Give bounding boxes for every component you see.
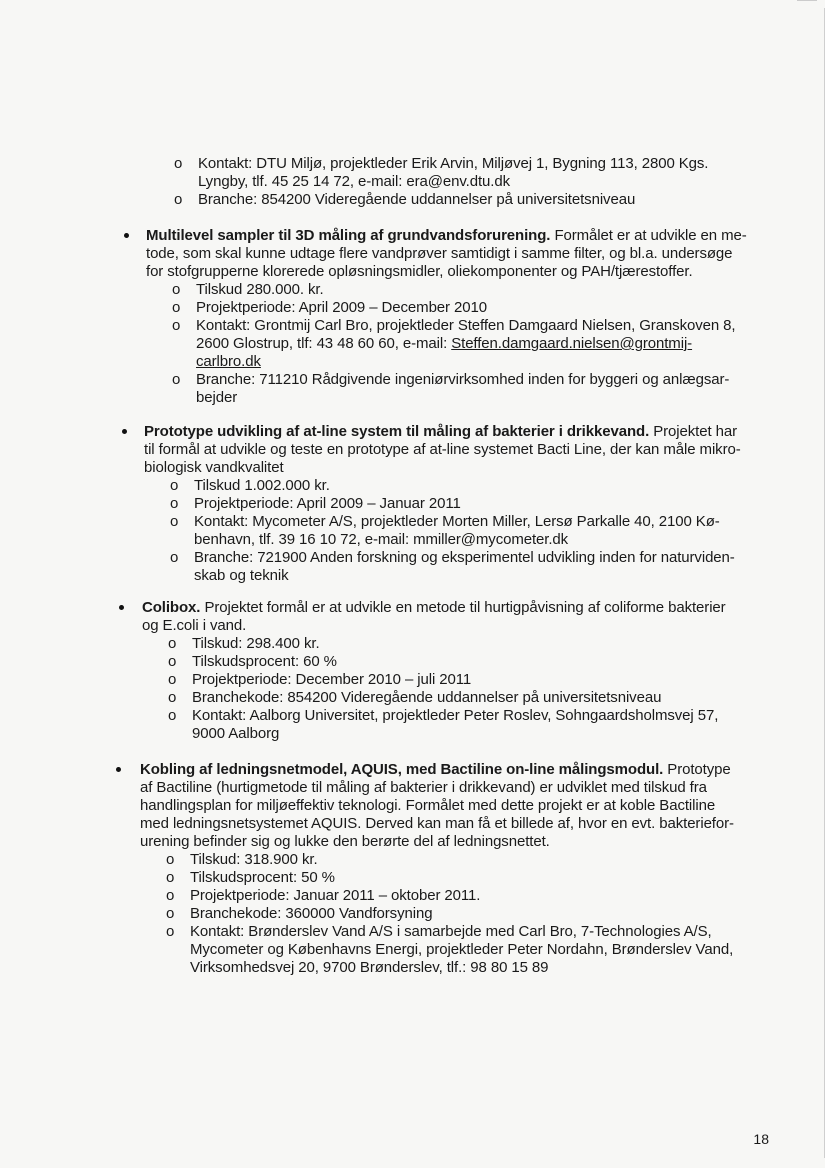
project-title: Kobling af ledningsnetmodel, AQUIS, med Bactiline on-line målingsmodul. xyxy=(140,761,664,778)
contact-text: 2600 Glostrup, tlf: 43 48 60 60, e-mail: xyxy=(196,335,452,352)
email-link[interactable]: Steffen.damgaard.nielsen@grontmij- xyxy=(451,335,693,352)
period-line: Projektperiode: April 2009 – Januar 2011 xyxy=(194,495,461,512)
branchekode-line: Branchekode: 360000 Vandforsyning xyxy=(190,905,433,922)
sub-marker: o xyxy=(168,707,177,724)
sub-marker: o xyxy=(166,851,175,868)
sub-marker: o xyxy=(170,495,179,512)
project-heading-line xyxy=(144,423,737,441)
contact-line-cont: Lyngby, tlf. 45 25 14 72, e-mail: era@env.dtu.dk xyxy=(198,173,510,190)
contact-line-cont: Mycometer og Københavns Energi, projektleder Peter Nordahn, Brønderslev Vand, xyxy=(190,941,734,958)
sub-marker: o xyxy=(168,653,177,670)
sub-marker: o xyxy=(166,869,175,886)
sub-marker: o xyxy=(166,905,175,922)
project-desc: Prototype xyxy=(663,761,731,778)
sub-marker: o xyxy=(168,671,177,688)
sub-marker: o xyxy=(172,317,181,334)
grant-percent-line: Tilskudsprocent: 50 % xyxy=(190,869,335,886)
project-desc-line: for stofgrupperne klorerede opløsningsmidler, oliekomponenter og PAH/tjærestoffer. xyxy=(146,263,693,280)
sub-marker: o xyxy=(168,689,177,706)
email-link-cont[interactable]: carlbro.dk xyxy=(196,353,261,370)
project-heading-line xyxy=(140,761,731,779)
grant-line: Tilskud: 298.400 kr. xyxy=(192,635,320,652)
project-heading-line xyxy=(146,227,747,245)
sub-marker: o xyxy=(172,281,181,298)
grant-percent-line: Tilskudsprocent: 60 % xyxy=(192,653,337,670)
sub-marker: o xyxy=(166,923,175,940)
project-desc-line: biologisk vandkvalitet xyxy=(144,459,284,476)
sub-marker: o xyxy=(170,513,179,530)
sub-marker: o xyxy=(174,191,183,208)
project-desc-line: med ledningsnetsystemet AQUIS. Derved kan man få et billede af, hvor en evt. bakteriefor- xyxy=(140,815,734,832)
branche-line: Branche: 711210 Rådgivende ingeniørvirksomhed inden for byggeri og anlægsar- xyxy=(196,371,730,388)
sub-marker: o xyxy=(172,371,181,388)
project-desc: Formålet er at udvikle en me- xyxy=(550,227,747,244)
period-line: Projektperiode: April 2009 – December 2010 xyxy=(196,299,487,316)
sub-marker: o xyxy=(174,155,183,172)
contact-line-cont: 9000 Aalborg xyxy=(192,725,280,742)
period-line: Projektperiode: Januar 2011 – oktober 2011. xyxy=(190,887,481,904)
project-desc-line: til formål at udvikle og teste en prototype af at-line systemet Bacti Line, der kan måle mikro- xyxy=(144,441,741,458)
bullet-icon xyxy=(122,429,127,434)
sub-marker: o xyxy=(170,477,179,494)
branche-line-cont: skab og teknik xyxy=(194,567,289,584)
page-number: 18 xyxy=(753,1131,769,1147)
project-desc: Projektet har xyxy=(649,423,737,440)
bullet-icon xyxy=(116,767,121,772)
project-desc-line: urening befinder sig og lukke den berørte del af ledningsnettet. xyxy=(140,833,550,850)
sub-marker: o xyxy=(168,635,177,652)
grant-line: Tilskud 280.000. kr. xyxy=(196,281,324,298)
sub-marker: o xyxy=(170,549,179,566)
branche-line: Branche: 721900 Anden forskning og eksperimentel udvikling inden for naturviden- xyxy=(194,549,735,566)
contact-line-cont: Virksomhedsvej 20, 9700 Brønderslev, tlf.: 98 80 15 89 xyxy=(190,959,549,976)
project-title: Multilevel sampler til 3D måling af grundvandsforurening. xyxy=(146,227,551,244)
project-desc-line: og E.coli i vand. xyxy=(142,617,247,634)
bullet-icon xyxy=(124,233,129,238)
contact-line: Kontakt: Mycometer A/S, projektleder Morten Miller, Lersø Parkalle 40, 2100 Kø- xyxy=(194,513,720,530)
contact-line: Kontakt: DTU Miljø, projektleder Erik Arvin, Miljøvej 1, Bygning 113, 2800 Kgs. xyxy=(198,155,709,172)
grant-line: Tilskud: 318.900 kr. xyxy=(190,851,318,868)
scan-edge-top xyxy=(797,0,817,1)
project-title: Colibox. xyxy=(142,599,201,616)
contact-line-cont xyxy=(196,335,692,353)
project-desc-line: tode, som skal kunne udtage flere vandprøver samtidigt i samme filter, og bl.a. undersøge xyxy=(146,245,733,262)
period-line: Projektperiode: December 2010 – juli 2011 xyxy=(192,671,472,688)
branchekode-line: Branchekode: 854200 Videregående uddannelser på universitetsniveau xyxy=(192,689,662,706)
project-heading-line xyxy=(142,599,726,617)
project-desc: Projektet formål er at udvikle en metode til hurtigpåvisning af coliforme bakterier xyxy=(200,599,726,616)
contact-line-cont: benhavn, tlf. 39 16 10 72, e-mail: mmiller@mycometer.dk xyxy=(194,531,569,548)
contact-line: Kontakt: Aalborg Universitet, projektleder Peter Roslev, Sohngaardsholmsvej 57, xyxy=(192,707,719,724)
bullet-icon xyxy=(119,605,124,610)
project-title: Prototype udvikling af at-line system til måling af bakterier i drikkevand. xyxy=(144,423,650,440)
branche-line-cont: bejder xyxy=(196,389,238,406)
project-desc-line: handlingsplan for miljøeffektiv teknologi. Formålet med dette projekt er at koble Bactiline xyxy=(140,797,716,814)
project-desc-line: af Bactiline (hurtigmetode til måling af bakterier i drikkevand) er udviklet med tilskud fra xyxy=(140,779,707,796)
sub-marker: o xyxy=(172,299,181,316)
branche-line: Branche: 854200 Videregående uddannelser på universitetsniveau xyxy=(198,191,636,208)
sub-marker: o xyxy=(166,887,175,904)
contact-line: Kontakt: Brønderslev Vand A/S i samarbejde med Carl Bro, 7-Technologies A/S, xyxy=(190,923,712,940)
contact-line: Kontakt: Grontmij Carl Bro, projektleder Steffen Damgaard Nielsen, Granskoven 8, xyxy=(196,317,736,334)
grant-line: Tilskud 1.002.000 kr. xyxy=(194,477,330,494)
